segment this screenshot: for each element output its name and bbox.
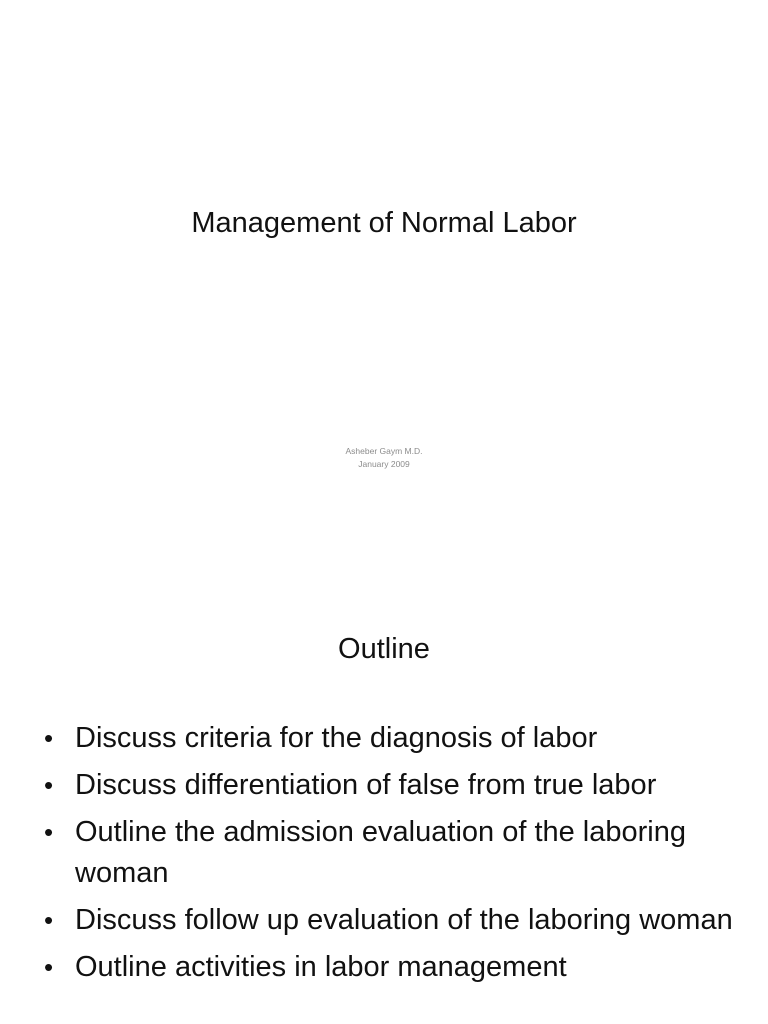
list-item (0, 947, 768, 988)
bullet-icon: • (44, 905, 54, 935)
outline-slide (0, 576, 768, 1024)
bullet-icon: • (44, 723, 54, 753)
bullet-text: Outline the admission evaluation of the laboring woman (75, 816, 686, 889)
bullet-text: Outline activities in labor management (75, 951, 567, 983)
presentation-date: January 2009 (358, 459, 410, 469)
presentation-subtitle (0, 445, 768, 471)
list-item (0, 718, 768, 759)
list-item (0, 765, 768, 806)
outline-bullet-list (0, 718, 768, 994)
list-item (0, 900, 768, 941)
list-item (0, 812, 768, 894)
presentation-title: Management of Normal Labor (191, 207, 577, 239)
bullet-text: Discuss differentiation of false from true labor (75, 769, 657, 801)
bullet-icon: • (44, 817, 54, 847)
bullet-text: Discuss criteria for the diagnosis of labor (75, 722, 598, 754)
outline-title: Outline (338, 633, 430, 665)
bullet-icon: • (44, 952, 54, 982)
bullet-icon: • (44, 770, 54, 800)
bullet-text: Discuss follow up evaluation of the laboring woman (75, 904, 733, 936)
author-name: Asheber Gaym M.D. (345, 446, 423, 456)
